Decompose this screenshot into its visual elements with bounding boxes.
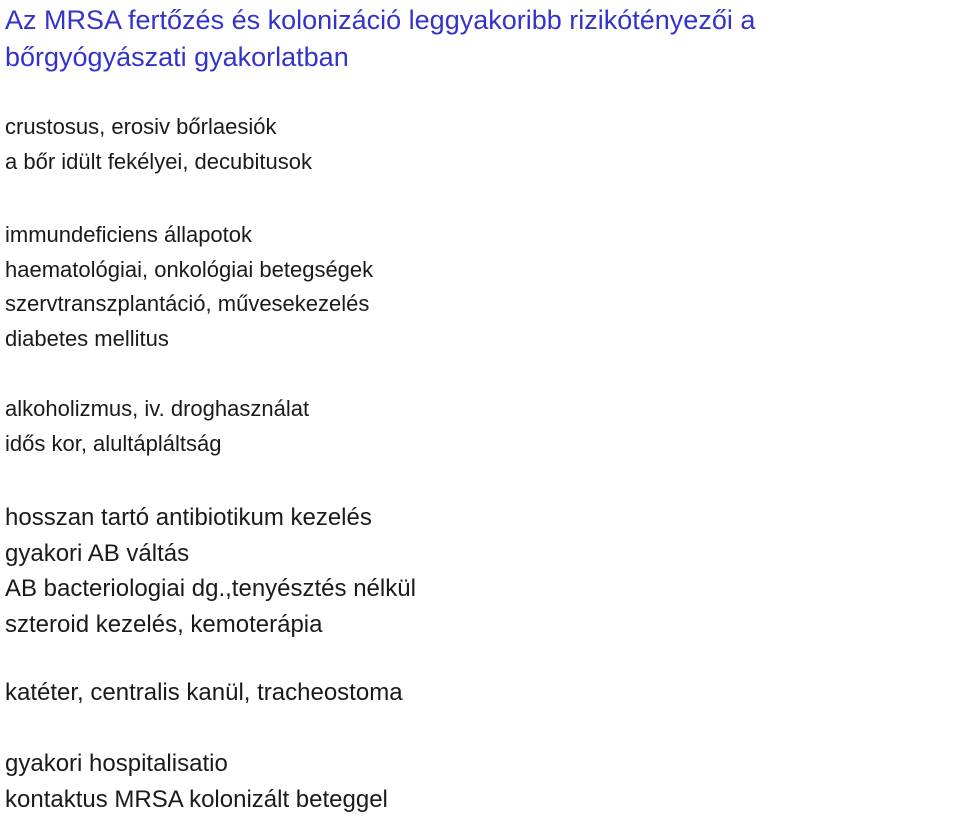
- list-item: gyakori hospitalisatio: [5, 746, 388, 782]
- risk-group-immunodeficiency: [5, 218, 373, 356]
- list-item: gyakori AB váltás: [5, 536, 416, 572]
- page-title: [5, 2, 960, 76]
- list-item: katéter, centralis kanül, tracheostoma: [5, 675, 403, 711]
- list-item: haematológiai, onkológiai betegségek: [5, 253, 373, 288]
- risk-group-skin-lesions: [5, 110, 312, 179]
- list-item: alkoholizmus, iv. droghasználat: [5, 392, 309, 427]
- risk-group-lifestyle-age: [5, 392, 309, 461]
- list-item: hosszan tartó antibiotikum kezelés: [5, 500, 416, 536]
- risk-group-devices: [5, 675, 403, 711]
- list-item: a bőr idült fekélyei, decubitusok: [5, 145, 312, 180]
- page-title-line-1: Az MRSA fertőzés és kolonizáció leggyakoribb rizikótényezői a: [5, 2, 960, 39]
- list-item: immundeficiens állapotok: [5, 218, 373, 253]
- list-item: AB bacteriologiai dg.,tenyésztés nélkül: [5, 571, 416, 607]
- list-item: szteroid kezelés, kemoterápia: [5, 607, 416, 643]
- page-title-line-2: bőrgyógyászati gyakorlatban: [5, 39, 960, 76]
- list-item: idős kor, alultápláltság: [5, 427, 309, 462]
- list-item: kontaktus MRSA kolonizált beteggel: [5, 782, 388, 817]
- list-item: szervtranszplantáció, művesekezelés: [5, 287, 373, 322]
- risk-group-hospital-contact: [5, 746, 388, 817]
- list-item: diabetes mellitus: [5, 322, 373, 357]
- risk-group-treatment: [5, 500, 416, 642]
- list-item: crustosus, erosiv bőrlaesiók: [5, 110, 312, 145]
